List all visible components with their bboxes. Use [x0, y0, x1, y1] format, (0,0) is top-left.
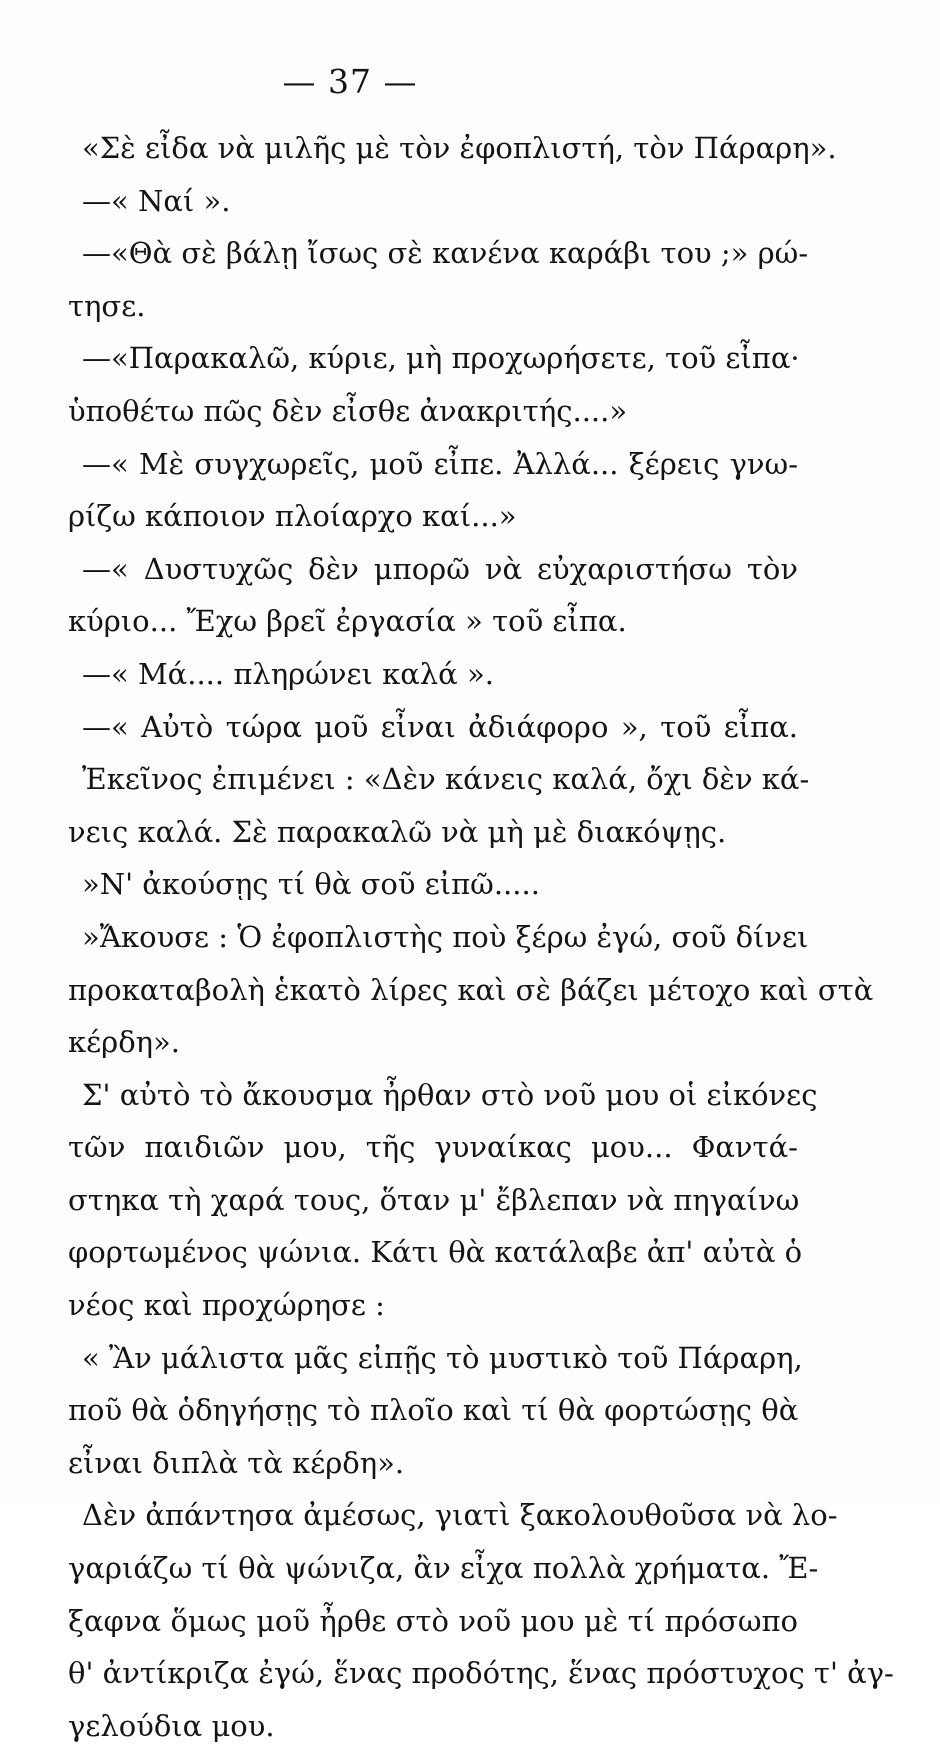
text-line: κύριο... Ἔχω βρεῖ ἐργασία » τοῦ εἶπα. [68, 604, 627, 639]
text-line: ὑποθέτω πῶς δὲν εἶσθε ἀνακριτής....» [68, 393, 628, 428]
text-line: —« Ναί ». [82, 183, 231, 218]
text-line: Ἐκεῖνος ἐπιμένει : «Δὲν κάνεις καλά, ὄχι δὲν κά- [82, 762, 810, 797]
text-line: προκαταβολὴ ἑκατὸ λίρες καὶ σὲ βάζει μέτοχο καὶ στὰ [68, 972, 874, 1007]
text-line: εἶναι διπλὰ τὰ κέρδη». [68, 1445, 405, 1480]
text-line: ρίζω κάποιον πλοίαρχο καί...» [68, 499, 517, 534]
text-line: «Σὲ εἶδα νὰ μιλῆς μὲ τὸν ἐφοπλιστή, τὸν Πάραρη». [82, 131, 837, 165]
text-line: τῶν παιδιῶν μου, τῆς γυναίκας μου... Φαντά- [68, 1130, 798, 1165]
text-line: στηκα τὴ χαρά τους, ὅταν μ' ἔβλεπαν νὰ πηγαίνω [68, 1182, 800, 1217]
text-line: —« Μά.... πληρώνει καλά ». [82, 656, 494, 691]
text-line: φορτωμένος ψώνια. Κάτι θὰ κατάλαβε ἀπ' αὐτὰ ὁ [68, 1235, 803, 1270]
text-line: γελούδια μου. [68, 1708, 275, 1743]
text-line: ποῦ θὰ ὁδηγήσῃς τὸ πλοῖο καὶ τί θὰ φορτώσῃς θὰ [68, 1393, 799, 1428]
text-line: Σ' αὐτὸ τὸ ἄκουσμα ἦρθαν στὸ νοῦ μου οἱ εἰκόνες [82, 1077, 818, 1112]
page-number: — 37 — [282, 62, 418, 101]
text-line: —« Μὲ συγχωρεῖς, μοῦ εἶπε. Ἀλλά... ξέρεις γνω- [82, 446, 798, 481]
text-line: νεις καλά. Σὲ παρακαλῶ νὰ μὴ μὲ διακόψῃς. [68, 814, 727, 849]
text-line: —«Παρακαλῶ, κύριε, μὴ προχωρήσετε, τοῦ εἶπα· [82, 341, 800, 376]
text-line: —« Αὐτὸ τώρα μοῦ εἶναι ἀδιάφορο », τοῦ εἶπα. [82, 709, 798, 744]
text-line: θ' ἀντίκριζα ἐγώ, ἕνας προδότης, ἕνας πρόστυχος τ' ἀγ- [68, 1656, 894, 1691]
text-line: « Ἂν μάλιστα μᾶς εἰπῇς τὸ μυστικὸ τοῦ Πάραρη, [82, 1340, 803, 1375]
text-line: κέρδη». [68, 1025, 180, 1060]
text-line: νέος καὶ προχώρησε : [68, 1288, 385, 1323]
text-line: »Ἄκουσε : Ὁ ἐφοπλιστὴς ποὺ ξέρω ἐγώ, σοῦ δίνει [82, 919, 809, 954]
text-line: —« Δυστυχῶς δὲν μπορῶ νὰ εὐχαριστήσω τὸν [82, 551, 798, 586]
body-text [68, 122, 894, 1752]
text-line: —«Θὰ σὲ βάλῃ ἴσως σὲ κανένα καράβι του ;» ρώ- [82, 236, 809, 271]
text-line: ξαφνα ὅμως μοῦ ἦρθε στὸ νοῦ μου μὲ τί πρόσωπο [68, 1603, 798, 1638]
text-line: γαριάζω τί θὰ ψώνιζα, ἂν εἶχα πολλὰ χρήματα. Ἔ- [68, 1551, 819, 1586]
text-line: »Ν' ἀκούσῃς τί θὰ σοῦ εἰπῶ..... [82, 867, 540, 902]
text-line: τησε. [68, 288, 146, 323]
text-line: Δὲν ἀπάντησα ἀμέσως, γιατὶ ξακολουθοῦσα νὰ λο- [82, 1498, 838, 1533]
